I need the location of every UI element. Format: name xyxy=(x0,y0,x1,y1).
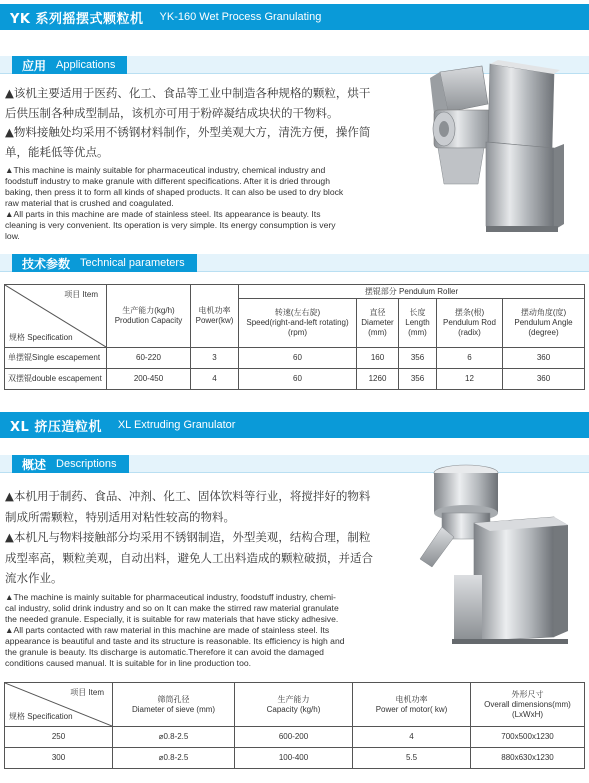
xl-title-banner xyxy=(0,412,589,438)
applications-tab-cn: 应用 xyxy=(22,58,47,73)
header-text: (mm) xyxy=(368,328,387,337)
header-text: 摆动角度(度) xyxy=(520,308,567,317)
yk-en-line: ▲All parts in this machine are made of stainless steel. Its appearance is beauty. Its xyxy=(5,209,321,219)
technical-parameters-tab xyxy=(12,254,197,272)
table-cell: 160 xyxy=(357,348,399,369)
header-text: 长度 xyxy=(409,308,426,317)
descriptions-tab xyxy=(12,455,129,473)
header-text: 筛筒孔径 xyxy=(157,694,190,704)
table-cell: ⌀0.8-2.5 xyxy=(113,727,235,748)
table-cell: 4 xyxy=(191,369,239,390)
technical-parameters-tab-en: Technical parameters xyxy=(80,257,185,269)
xl-en-line: cal industry, solid drink industry and so on It can make the stirred raw material granulate xyxy=(5,603,339,613)
xl-en-line: the granule is beauty. Its discharge is automatic.Therefore it can avoid the damaged xyxy=(5,647,324,657)
descriptions-tab-cn: 概述 xyxy=(22,457,47,472)
yk-title-cn: YK 系列摇摆式颗粒机 xyxy=(10,11,144,27)
xl-en-line: the needed granule. Especially, it is suitable for raw materials that have sticky adhesive. xyxy=(5,614,339,624)
header-text: (rpm) xyxy=(287,328,308,337)
xl-granulator-photo xyxy=(404,455,576,655)
table-cell: 356 xyxy=(399,369,437,390)
yk-en-line: cleaning is very convenient. Its operation is very simple. Its energy consumption is very xyxy=(5,220,336,230)
xl-description-en xyxy=(5,592,400,669)
table-cell: 600-200 xyxy=(235,727,353,748)
xl-table-dimensions-header xyxy=(471,683,585,727)
yk-granulator-photo xyxy=(404,52,574,242)
yk-table-item-label: 项目 Item xyxy=(64,290,98,299)
yk-en-line: foodstuff industry to make granule with different specifications. After it is dried through xyxy=(5,176,330,186)
xl-cn-line: ▲本机用于制药、食品、冲剂、化工、固体饮料等行业，将搅拌好的物料 xyxy=(5,489,371,503)
xl-en-line: conditions caused manual. It is suitable for in line production too. xyxy=(5,658,252,668)
xl-cn-line: 成型率高，颗粒美观，自动出料，避免人工出料造成的颗粒破损，并适合 xyxy=(5,550,373,565)
table-cell: 880x630x1230 xyxy=(471,748,585,769)
technical-parameters-tab-cn: 技术参数 xyxy=(22,256,71,271)
xl-en-line: ▲All parts contacted with raw material in this machine are made of stainless steel. Its xyxy=(5,625,330,635)
header-text: 生产能力(kg/h) xyxy=(122,306,175,315)
xl-cn-line: ▲本机凡与物料接触部分均采用不锈钢制造，外型美观，结构合理，制粒 xyxy=(5,530,371,544)
yk-table-diameter-header xyxy=(357,299,399,348)
yk-cn-line: ▲该机主要适用于医药、化工、食品等工业中制造各种规格的颗粒，烘干 xyxy=(5,86,371,100)
yk-table-pendulum-group-header: 摆锟部分 Pendulum Roller xyxy=(239,285,585,299)
header-text: (LxWxH) xyxy=(511,709,544,719)
applications-tab xyxy=(12,56,127,74)
xl-table-sieve-header xyxy=(113,683,235,727)
table-cell: 356 xyxy=(399,348,437,369)
technical-parameters-section-bar xyxy=(0,254,589,272)
header-text: 直径 xyxy=(369,308,386,317)
table-cell: 双摆锟double escapement xyxy=(5,369,107,390)
yk-cn-line: 后供压制各种成型制品，该机亦可用于粉碎凝结成块状的干物料。 xyxy=(5,105,339,120)
xl-cn-line: 流水作业。 xyxy=(5,571,63,585)
xl-title-en: XL Extruding Granulator xyxy=(117,419,236,431)
yk-cn-line: 单，能耗低等优点。 xyxy=(5,144,109,159)
yk-spec-table xyxy=(4,284,585,390)
descriptions-tab-en: Descriptions xyxy=(56,458,117,470)
header-text: 摆条(根) xyxy=(454,308,485,317)
table-cell: 6 xyxy=(437,348,503,369)
yk-table-spec-label: 规格 Specification xyxy=(9,333,73,342)
yk-table-rod-header xyxy=(437,299,503,348)
yk-en-line: baking, then press it to form all kinds of shaped products. It can also be used to dry block xyxy=(5,187,344,197)
table-cell: 360 xyxy=(503,348,585,369)
table-cell: 1260 xyxy=(357,369,399,390)
yk-description-cn xyxy=(5,84,397,162)
yk-title-banner xyxy=(0,4,589,30)
header-text: Power(kw) xyxy=(195,316,234,325)
header-text: Diameter xyxy=(361,318,394,327)
header-text: (mm) xyxy=(408,328,427,337)
header-text: Prodution Capacity xyxy=(114,316,183,325)
table-row xyxy=(5,727,585,748)
xl-table-spec-label: 规格 Specification xyxy=(9,712,73,721)
header-text: 外形尺寸 xyxy=(511,689,544,699)
table-cell: 5.5 xyxy=(353,748,471,769)
yk-cn-line: ▲物料接触处均采用不锈钢材料制作，外型美观大方，清洗方便，操作简 xyxy=(5,125,371,139)
table-row xyxy=(5,748,585,769)
table-cell: 200-450 xyxy=(107,369,191,390)
table-cell: 4 xyxy=(353,727,471,748)
header-text: Overall dimensions(mm) xyxy=(484,699,571,709)
header-text: Pendulum Angle xyxy=(514,318,573,327)
xl-table-capacity-header xyxy=(235,683,353,727)
yk-en-line: raw material that is crushed and coagulated. xyxy=(5,198,174,208)
table-cell: 3 xyxy=(191,348,239,369)
header-text: (radix) xyxy=(458,328,481,337)
yk-table-capacity-header xyxy=(107,285,191,348)
table-cell: 250 xyxy=(5,727,113,748)
header-text: Capacity (kg/h) xyxy=(266,704,321,714)
table-cell: 60 xyxy=(239,369,357,390)
header-text: 电机功率 xyxy=(395,694,428,704)
table-cell: 100-400 xyxy=(235,748,353,769)
table-cell: 单摆锟Single escapement xyxy=(5,348,107,369)
header-text: Length xyxy=(405,318,430,327)
xl-title-cn: XL 挤压造粒机 xyxy=(10,419,102,435)
xl-table-power-header xyxy=(353,683,471,727)
table-row xyxy=(5,369,585,390)
table-cell: 60-220 xyxy=(107,348,191,369)
header-text: (degree) xyxy=(528,328,559,337)
header-text: 转速(左右旋) xyxy=(274,308,321,317)
table-cell: ⌀0.8-2.5 xyxy=(113,748,235,769)
table-cell: 300 xyxy=(5,748,113,769)
table-cell: 700x500x1230 xyxy=(471,727,585,748)
xl-en-line: appearance is beautiful and taste and its structure is reasonable. Its efficiency is high and xyxy=(5,636,345,646)
table-row xyxy=(5,348,585,369)
table-cell: 360 xyxy=(503,369,585,390)
yk-table-length-header xyxy=(399,299,437,348)
yk-table-speed-header xyxy=(239,299,357,348)
applications-tab-en: Applications xyxy=(56,59,116,71)
yk-table-angle-header xyxy=(503,299,585,348)
header-text: Speed(right-and-left rotating) xyxy=(246,318,349,327)
yk-en-line: low. xyxy=(5,231,20,241)
xl-en-line: ▲The machine is mainly suitable for pharmaceutical industry, foodstuff industry, chemi- xyxy=(5,592,336,602)
yk-table-corner xyxy=(5,285,107,348)
xl-table-item-label: 项目 Item xyxy=(70,688,104,697)
header-text: 电机功率 xyxy=(198,306,231,315)
yk-description-en xyxy=(5,165,400,242)
table-cell: 60 xyxy=(239,348,357,369)
yk-en-line: ▲This machine is mainly suitable for pharmaceutical industry, chemical industry and xyxy=(5,165,326,175)
header-text: 生产能力 xyxy=(277,694,310,704)
xl-table-corner xyxy=(5,683,113,727)
header-text: Power of motor( kw) xyxy=(375,704,448,714)
yk-title-en: YK-160 Wet Process Granulating xyxy=(159,11,322,23)
header-text: Diameter of sieve (mm) xyxy=(131,704,216,714)
table-cell: 12 xyxy=(437,369,503,390)
yk-table-power-header xyxy=(191,285,239,348)
xl-spec-table xyxy=(4,682,585,769)
header-text: Pendulum Rod xyxy=(443,318,496,327)
xl-cn-line: 制成所需颗粒，特别适用对粘性较高的物料。 xyxy=(5,509,235,524)
xl-description-cn xyxy=(5,486,397,589)
